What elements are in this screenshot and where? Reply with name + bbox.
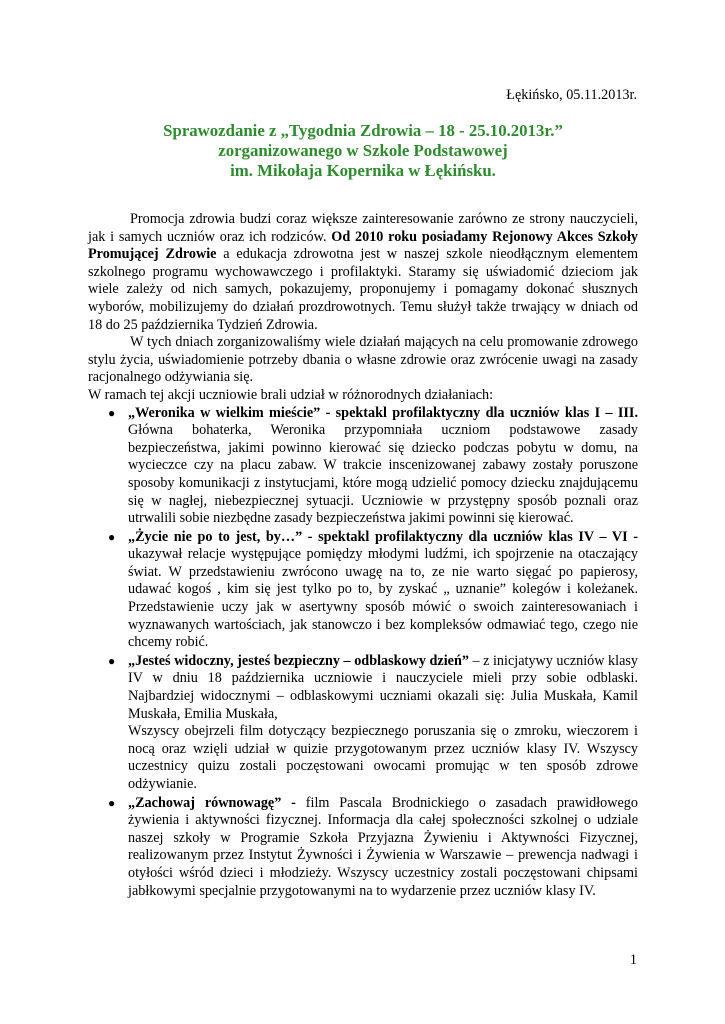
title-line-2: zorganizowanego w Szkole Podstawowej (218, 141, 508, 160)
bullet-icon: ● (108, 653, 116, 668)
paragraph-list-intro: W ramach tej akcji uczniowie brali udział w różnorodnych działaniach: (88, 386, 494, 403)
document-date: Łękińsko, 05.11.2013r. (506, 87, 637, 103)
event-title: „Weronika w wielkim mieście” - spektakl profilaktyczny dla uczniów klas I – III. (128, 404, 638, 421)
paragraph-intro-start: Promocja zdrowia budzi coraz większe zainteresowanie zarówno ze strony nauczycieli, jak i samych uczniów oraz ich rodziców. (88, 211, 638, 245)
list-item (88, 529, 638, 652)
list-item (88, 795, 638, 901)
paragraph-intro-bold: Od 2010 roku posiadamy Rejonowy Akces Szkoły Promującej Zdrowie (88, 228, 638, 263)
event-description: Główna bohaterka, Weronika przypomniała uczniom podstawowe zasady bezpieczeństwa, jakimi powinno kierować się dziecko podczas pobytu w domu, na wycieczce czy na placu zabaw. W trakcie inscenizowanej zabawy zostały poruszone sposoby komunikacji z instytucjami, które mogą udzielić pomocy dziecku znajdującemu się w nagłej, niebezpiecznej sytuacji. Uczniowie w przystępny sposób poznali oraz utrwalili sobie niezbędne zasady bezpieczeństwa jakimi powinni się kierować. (128, 422, 638, 527)
event-description-continued: Wszyscy obejrzeli film dotyczący bezpiecznego poruszania się o zmroku, wieczorem i nocą oraz wzięli udział w quizie przygotowanym przez uczniów klasy IV. Wszyscy uczestnicy quizu zostali poczęstowani owocami promując w ten sposób zdrowe odżywianie. (128, 723, 638, 792)
event-title: „Jesteś widoczny, jesteś bezpieczny – odblaskowy dzień” (128, 652, 469, 669)
event-title: „Zachowaj równowagę” - (128, 794, 296, 811)
list-item (88, 653, 638, 794)
event-description: ukazywał relacje występujące pomiędzy młodymi ludźmi, ich spojrzenie na otaczający świat. W przedstawieniu zwrócono uwagę na to, ze nie warto sięgać po papierosy, udawać kogoś , kim się jest tylko po to, by zyskać „ uznanie” kolegów i koleżanek. Przedstawienie uczy jak w asertywny sposób mówić o swoich zainteresowaniach i wyznawanych wartościach, jak stanowczo i bez kompleksów odmawiać tego, czego nie chcemy robić. (128, 546, 638, 651)
title-line-1: Sprawozdanie z „Tygodnia Zdrowia – 18 - 25.10.2013r.” (163, 121, 563, 140)
document-title (88, 121, 638, 181)
list-item (88, 405, 638, 528)
events-list (88, 405, 638, 901)
paragraph-actions: W tych dniach zorganizowaliśmy wiele działań mających na celu promowanie zdrowego stylu życia, uświadomienie potrzeby dbania o własne zdrowie oraz zwrócenie uwagi na zasady racjonalnego odżywiania się. (88, 334, 638, 386)
document-body (88, 211, 638, 901)
page-number: 1 (629, 952, 637, 968)
event-title: „Życie nie po to jest, by…” - spektakl profilaktyczny dla uczniów klas IV – VI - (128, 528, 638, 545)
paragraph-intro-end: a edukacja zdrowotna jest w naszej szkole nieodłącznym elementem szkolnego programu wychowawczego i profilaktyki. Staramy się uświadomić dzieciom jak wiele zależy od nich samych, pokazujemy, proponujemy i pomagamy dokonać słusznych wyborów, mobilizujemy do działań prozdrowotnych. Temu służył także trwający w dniach od 18 do 25 października Tydzień Zdrowia. (88, 246, 638, 333)
event-description: film Pascala Brodnickiego o zasadach prawidłowego żywienia i aktywności fizycznej. Informacja dla całej społeczności szkolnej o udziale naszej szkoły w Programie Szkoła Przyjazna Żywieniu i Aktywności Fizycznej, realizowanym przez Instytut Żywności i Żywienia w Warszawie – prewencja nadwagi i otyłości wśród dzieci i młodzieży. Wszyscy uczestnicy zostali poczęstowani chipsami jabłkowymi specjalnie przygotowanymi na to wydarzenie przez uczniów klasy IV. (128, 794, 638, 899)
bullet-icon: ● (108, 795, 116, 810)
paragraph-intro (88, 211, 638, 334)
bullet-icon: ● (108, 405, 116, 420)
event-description: – z inicjatywy uczniów klasy IV w dniu 18 października uczniowie i nauczyciele mieli przy sobie odblaski. Najbardziej widocznymi – odblaskowymi uczniami okazali się: Julia Muskała, Kamil Muskała, Emilia Muskała, (128, 652, 638, 722)
title-line-3: im. Mikołaja Kopernika w Łękińsku. (230, 161, 496, 180)
bullet-icon: ● (108, 529, 116, 544)
